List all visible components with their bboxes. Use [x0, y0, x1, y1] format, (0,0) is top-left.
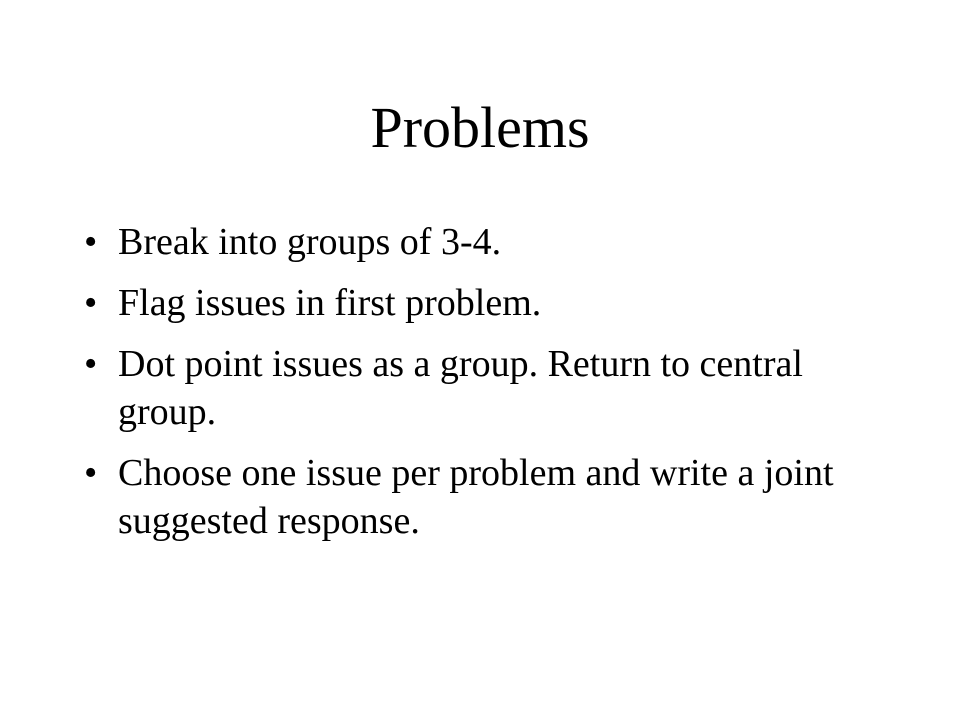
- bullet-icon: •: [84, 452, 98, 494]
- slide-title: Problems: [370, 95, 590, 160]
- bullet-item-3: [80, 340, 880, 436]
- bullet-icon: •: [84, 282, 98, 324]
- bullet-text: Choose one issue per problem and write a joint suggested response.: [118, 452, 834, 542]
- bullet-text: Flag issues in first problem.: [118, 282, 542, 324]
- bullet-item-2: [80, 279, 880, 327]
- bullet-list: [80, 218, 880, 558]
- bullet-icon: •: [84, 343, 98, 385]
- bullet-icon: •: [84, 221, 98, 263]
- bullet-text: Break into groups of 3-4.: [118, 221, 502, 263]
- bullet-text: Dot point issues as a group. Return to central group.: [118, 343, 803, 433]
- bullet-item-1: [80, 218, 880, 266]
- bullet-item-4: [80, 449, 880, 545]
